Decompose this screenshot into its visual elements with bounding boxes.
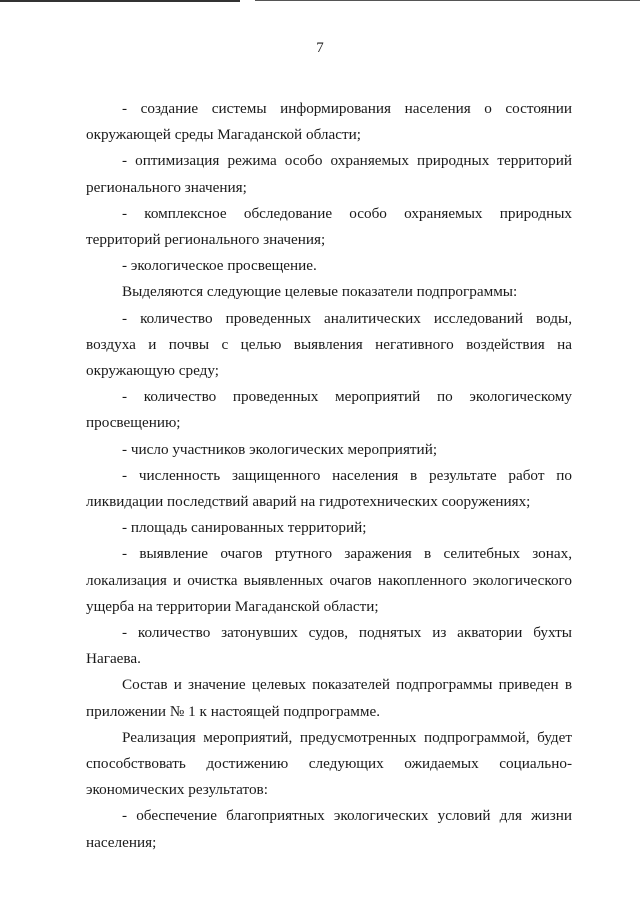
paragraph: - создание системы информирования населения о состоянии окружающей среды Магаданской области; bbox=[86, 100, 572, 144]
paragraph: - площадь санированных территорий; bbox=[122, 519, 367, 537]
paragraph: Выделяются следующие целевые показатели подпрограммы: bbox=[122, 283, 518, 301]
paragraph: - количество проведенных аналитических исследований воды, воздуха и почвы с целью выявления негативного воздействия на окружающую среду; bbox=[86, 309, 572, 380]
paragraph: - число участников экологических мероприятий; bbox=[122, 440, 438, 458]
top-rule-left bbox=[0, 0, 240, 2]
paragraph: - обеспечение благоприятных экологических условий для жизни населения; bbox=[86, 807, 572, 851]
paragraph: - численность защищенного населения в результате работ по ликвидации последствий аварий на гидротехнических сооружениях; bbox=[86, 466, 572, 511]
paragraph: - экологическое просвещение. bbox=[122, 257, 317, 275]
document-body bbox=[86, 96, 572, 856]
top-rule-right bbox=[255, 0, 640, 1]
paragraph: - комплексное обследование особо охраняемых природных территорий регионального значения; bbox=[86, 204, 572, 249]
page-number: 7 bbox=[316, 40, 324, 56]
paragraph: Состав и значение целевых показателей подпрограммы приведен в приложении № 1 к настоящей подпрограмме. bbox=[86, 676, 572, 720]
paragraph: Реализация мероприятий, предусмотренных подпрограммой, будет способствовать достижению следующих ожидаемых социально-экономических результатов: bbox=[86, 728, 572, 799]
paragraph: - количество затонувших судов, поднятых из акватории бухты Нагаева. bbox=[86, 624, 572, 668]
paragraph: - количество проведенных мероприятий по экологическому просвещению; bbox=[86, 388, 572, 432]
paragraph: - оптимизация режима особо охраняемых природных территорий регионального значения; bbox=[86, 152, 572, 196]
paragraph: - выявление очагов ртутного заражения в селитебных зонах, локализация и очистка выявленных очагов накопленного экологического ущерба на территории Магаданской области; bbox=[86, 545, 572, 615]
